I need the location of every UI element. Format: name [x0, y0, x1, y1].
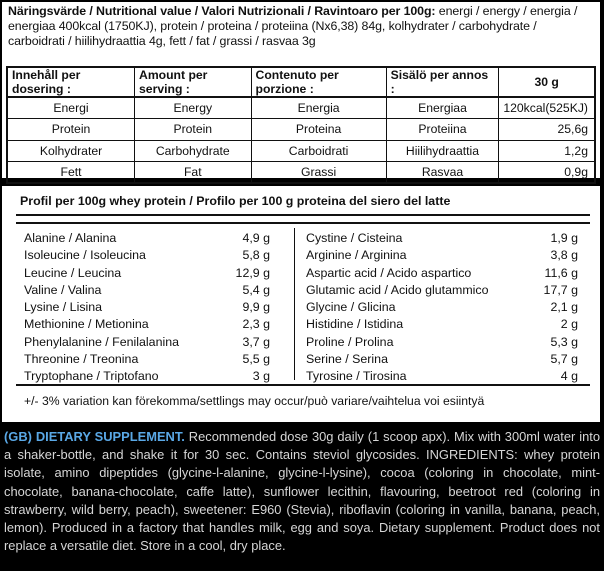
amino-value: 17,7 g	[543, 282, 578, 297]
list-item	[306, 265, 578, 282]
amino-name: Leucine / Leucina	[24, 265, 122, 280]
cell-value: 25,6g	[499, 119, 595, 141]
table-row	[7, 97, 595, 119]
cell-value: 120kcal(525KJ)	[499, 97, 595, 119]
list-item	[306, 230, 578, 247]
cell-en: Fat	[135, 162, 252, 184]
amino-name: Aspartic acid / Acido aspartico	[306, 265, 472, 280]
col-header-sv: Innehåll per dosering :	[7, 67, 135, 97]
amino-value: 3 g	[252, 369, 270, 384]
amino-value: 5,8 g	[242, 248, 270, 263]
nutrition-panel	[2, 2, 600, 178]
list-item	[24, 230, 270, 247]
list-item	[24, 368, 270, 385]
amino-name: Arginine / Arginina	[306, 248, 407, 263]
amino-name: Glutamic acid / Acido glutammico	[306, 282, 489, 297]
amino-value: 3,8 g	[550, 248, 578, 263]
amino-value: 5,7 g	[550, 352, 578, 367]
col-header-it: Contenuto per porzione :	[251, 67, 386, 97]
list-item	[24, 316, 270, 333]
cell-fi: Energiaa	[386, 97, 499, 119]
amino-value: 5,5 g	[242, 352, 270, 367]
amino-value: 5,4 g	[242, 282, 270, 297]
cell-value: 0,9g	[499, 162, 595, 184]
cell-it: Grassi	[251, 162, 386, 184]
cell-sv: Energi	[7, 97, 135, 119]
amino-column-right	[306, 230, 578, 386]
amino-name: Tryptophane / Triptofano	[24, 369, 159, 384]
list-item	[306, 282, 578, 299]
amino-value: 3,7 g	[242, 334, 270, 349]
amino-value: 11,6 g	[544, 265, 578, 280]
amino-name: Glycine / Glicina	[306, 300, 396, 315]
amino-name: Serine / Serina	[306, 352, 388, 367]
list-item	[24, 282, 270, 299]
amino-name: Proline / Prolina	[306, 334, 394, 349]
col-header-en: Amount per serving :	[135, 67, 252, 97]
cell-en: Protein	[135, 119, 252, 141]
amino-value: 9,9 g	[242, 300, 270, 315]
variation-note: +/- 3% variation kan förekomma/settlings may occur/può variare/vaihtelua voi esiintyä	[24, 394, 485, 408]
nutrition-header	[8, 4, 596, 49]
amino-value: 2,3 g	[242, 317, 270, 332]
nutrition-header-title: Näringsvärde / Nutritional value / Valori Nutrizionali / Ravintoaro per 100g:	[8, 4, 436, 18]
serving-table	[6, 66, 596, 184]
list-item	[306, 247, 578, 264]
amino-name: Phenylalanine / Fenilalanina	[24, 334, 179, 349]
amino-name: Valine / Valina	[24, 282, 102, 297]
amino-name: Lysine / Lisina	[24, 300, 103, 315]
cell-fi: Rasvaa	[386, 162, 499, 184]
profile-title: Profil per 100g whey protein / Profilo per 100 g proteina del siero del latte	[20, 194, 451, 208]
col-header-serving: 30 g	[499, 67, 595, 97]
amino-value: 2,1 g	[550, 300, 578, 315]
table-row	[7, 162, 595, 184]
amino-value: 2 g	[560, 317, 578, 332]
amino-name: Threonine / Treonina	[24, 352, 139, 367]
amino-column-left	[24, 230, 270, 386]
table-row	[7, 119, 595, 141]
amino-name: Isoleucine / Isoleucina	[24, 248, 146, 263]
cell-sv: Kolhydrater	[7, 140, 135, 162]
list-item	[306, 299, 578, 316]
amino-name: Tyrosine / Tirosina	[306, 369, 407, 384]
cell-en: Carbohydrate	[135, 140, 252, 162]
amino-profile-panel	[2, 186, 600, 422]
amino-value: 12,9 g	[235, 265, 270, 280]
amino-name: Cystine / Cisteina	[306, 231, 403, 245]
amino-value: 1,9 g	[550, 231, 578, 245]
list-item	[24, 351, 270, 368]
cell-it: Carboidrati	[251, 140, 386, 162]
list-item	[24, 334, 270, 351]
supplement-body: Recommended dose 30g daily (1 scoop apx). Mix with 300ml water into a shaker-bottle, and shake it for 30 sec. Contains steviol glycosides. INGREDIENTS: whey protein isolate, amino dipeptides (glycine-l-alanine, glycine-l-lysine), cocoa (coloring in chocolate, mint-chocolate, banana-chocolate, caffe latte), sunflower lecithin, flavouring, beetroot red (coloring in strawberry, wild berry, peach), sweetener: E960 (Stevia), riboflavin (coloring in vanilla, banana, peach, lemon). Produced in a factory that handles milk, egg and soya. Dietary supplement. Product does not replace a versatile diet. Store in a cool, dry place.	[4, 429, 600, 554]
list-item	[306, 316, 578, 333]
amino-value: 5,3 g	[550, 334, 578, 349]
supplement-lead: (GB) DIETARY SUPPLEMENT.	[4, 429, 185, 444]
supplement-text	[4, 428, 600, 555]
cell-en: Energy	[135, 97, 252, 119]
list-item	[24, 265, 270, 282]
amino-value: 4,9 g	[242, 231, 270, 245]
profile-divider	[16, 214, 590, 216]
amino-name: Methionine / Metionina	[24, 317, 149, 332]
table-row	[7, 140, 595, 162]
cell-value: 1,2g	[499, 140, 595, 162]
cell-it: Energia	[251, 97, 386, 119]
cell-sv: Protein	[7, 119, 135, 141]
col-header-fi: Sisälö per annos :	[386, 67, 499, 97]
cell-it: Proteina	[251, 119, 386, 141]
cell-fi: Proteiina	[386, 119, 499, 141]
list-item	[24, 247, 270, 264]
serving-table-header	[7, 67, 595, 97]
amino-value: 4 g	[560, 369, 578, 384]
cell-sv: Fett	[7, 162, 135, 184]
list-item	[306, 368, 578, 385]
amino-name: Alanine / Alanina	[24, 231, 117, 245]
nutrition-header-text: energi / energy / energia / energiaa 400kcal (1750KJ), protein / proteina / proteiina (Nx6,38) 84g, kolhydrater / carbohydrate / carboidrati / hiilihydraattia 4g, fett / fat / grassi / rasvaa 3g	[8, 4, 578, 48]
amino-acid-list	[16, 222, 590, 386]
column-divider	[294, 228, 295, 380]
list-item	[306, 334, 578, 351]
cell-fi: Hiilihydraattia	[386, 140, 499, 162]
list-item	[24, 299, 270, 316]
list-item	[306, 351, 578, 368]
amino-name: Histidine / Istidina	[306, 317, 404, 332]
